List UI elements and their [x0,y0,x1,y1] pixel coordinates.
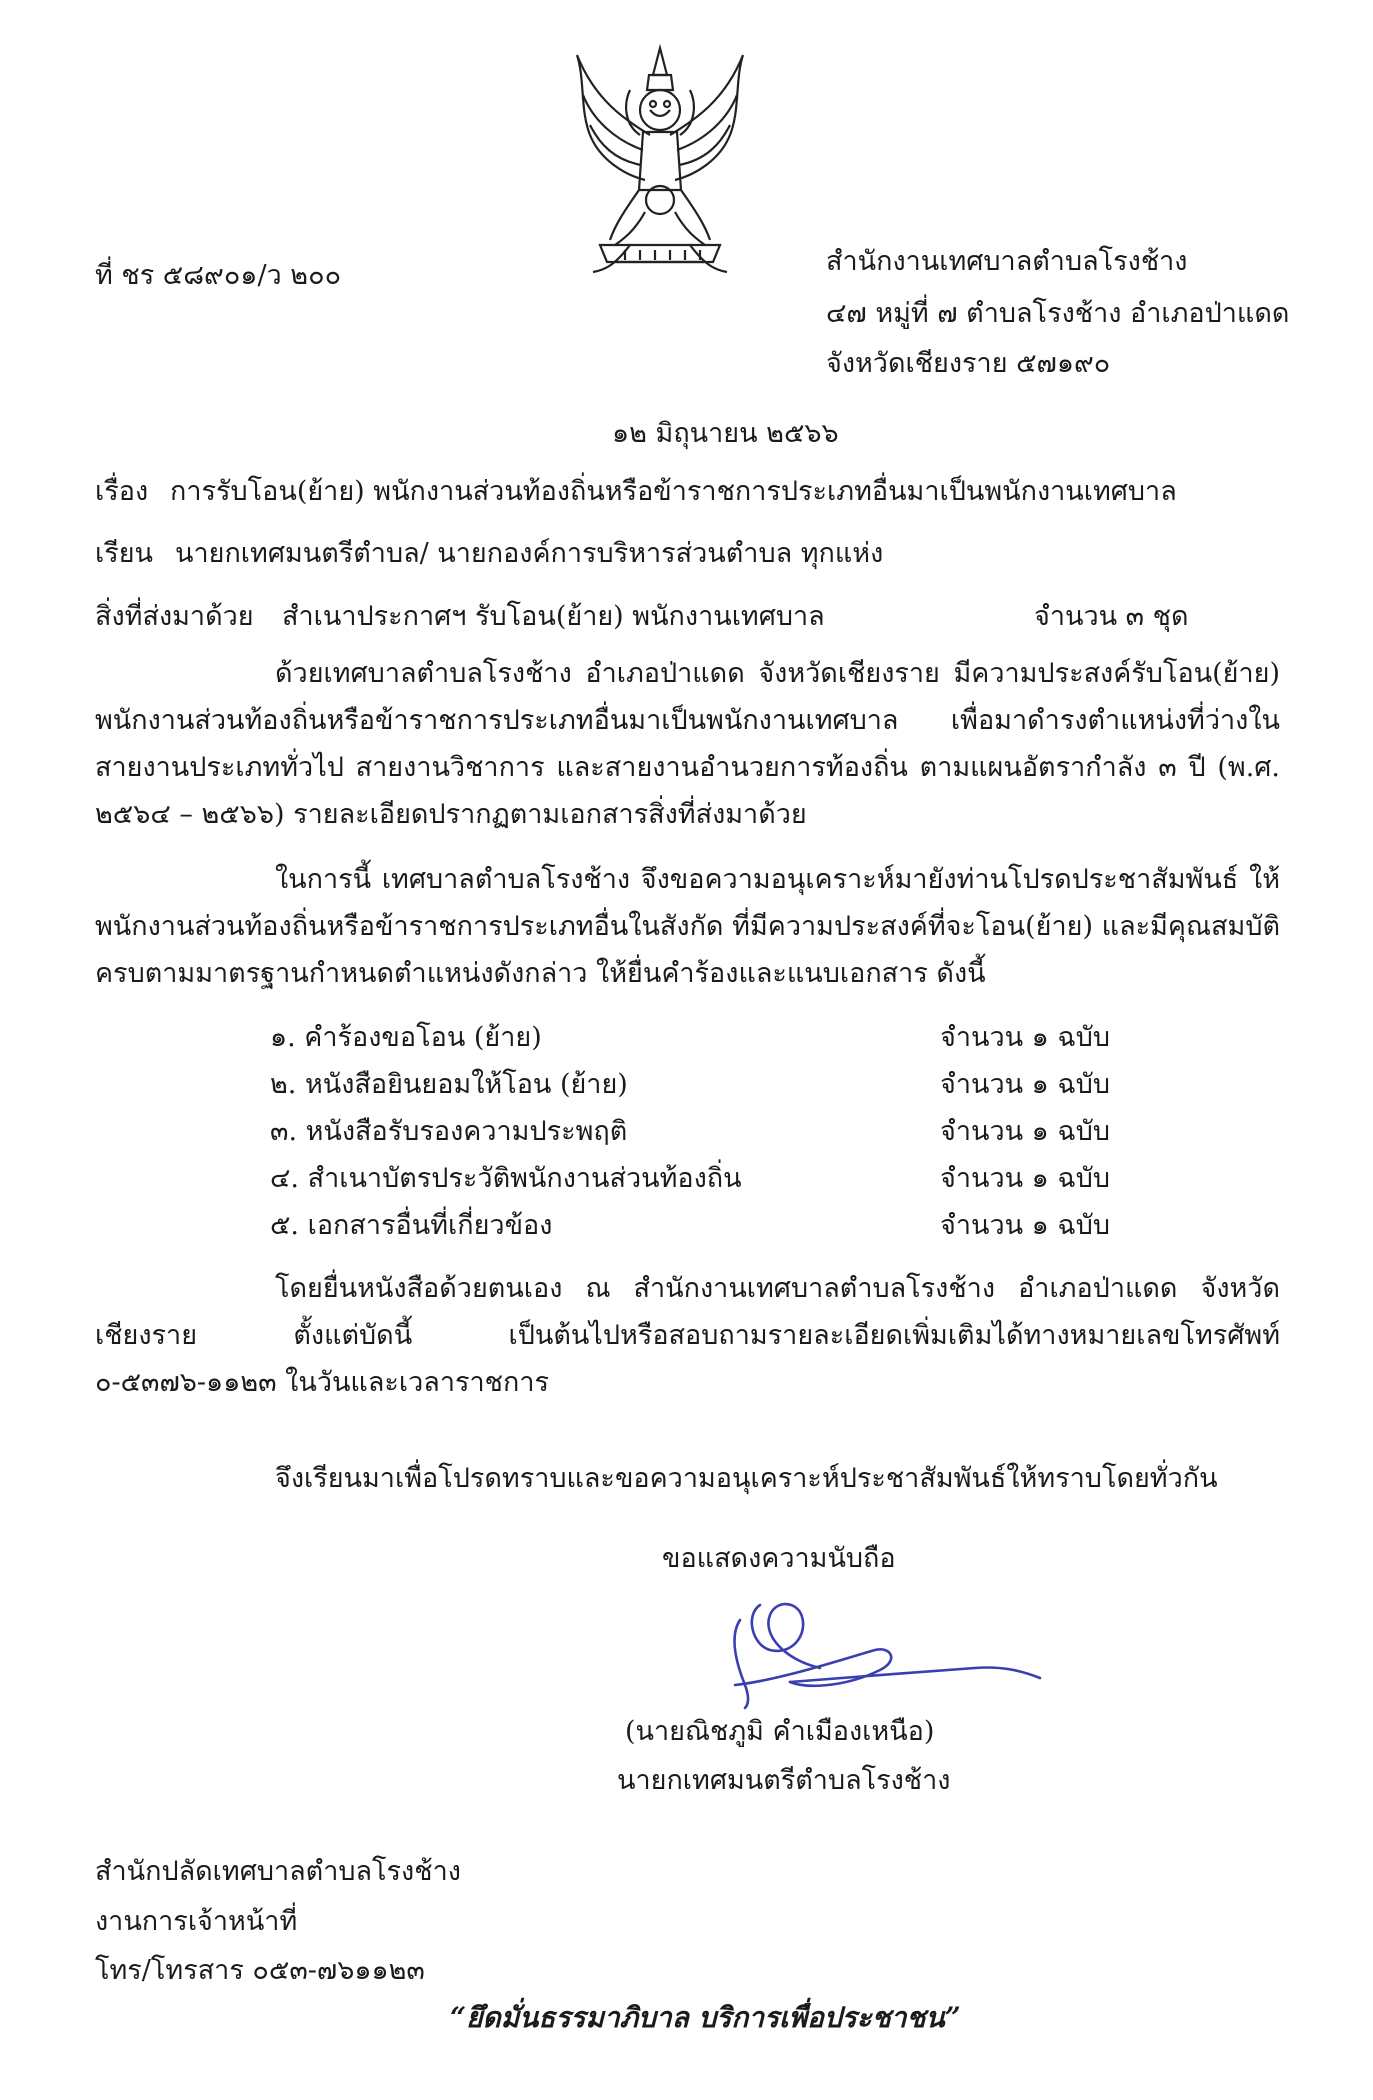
body-paragraph-3: โดยยื่นหนังสือด้วยตนเอง ณ สำนักงานเทศบาลตำบลโรงช้าง อำเภอป่าแดด จังหวัดเชียงราย ตั้งแต่บัดนี้ เป็นต้นไปหรือสอบถามรายละเอียดเพิ่มเติมได้ทางหมายเลขโทรศัพท์ ๐-๕๓๗๖-๑๑๒๓ ในวันและเวลาราชการ [95,1273,1280,1398]
office-address: ๔๗ หมู่ที่ ๗ ตำบลโรงช้าง อำเภอป่าแดด [826,298,1290,329]
subject-label: เรื่อง [95,476,149,507]
enclosure-label: สิ่งที่ส่งมาด้วย [95,601,254,632]
office-name: สำนักงานเทศบาลตำบลโรงช้าง [826,246,1188,277]
list-item-label: ๓. หนังสือรับรองความประพฤติ [270,1116,628,1147]
footer-slogan: “ยึดมั่นธรรมาภิบาล บริการเพื่อประชาชน” [450,2001,961,2034]
reference-number: ที่ ชร ๕๘๙๐๑/ว ๒๐๐ [95,260,342,291]
closing-sentence: จึงเรียนมาเพื่อโปรดทราบและขอความอนุเคราะห์ประชาสัมพันธ์ให้ทราบโดยทั่วกัน [275,1463,1218,1494]
enclosure-text: สำเนาประกาศฯ รับโอน(ย้าย) พนักงานเทศบาล [282,601,825,632]
regards-text: ขอแสดงความนับถือ [662,1543,896,1574]
signatory-name: (นายณิชภูมิ คำเมืองเหนือ) [625,1716,935,1747]
list-item-quantity: จำนวน ๑ ฉบับ [940,1116,1111,1147]
footer-department: สำนักปลัดเทศบาลตำบลโรงช้าง [95,1856,461,1887]
list-item-label: ๔. สำเนาบัตรประวัติพนักงานส่วนท้องถิ่น [270,1163,742,1194]
enclosure-quantity: จำนวน ๓ ชุด [1034,601,1189,632]
document-date: ๑๒ มิถุนายน ๒๕๖๖ [612,418,839,449]
garuda-emblem-icon [555,40,765,275]
list-item-quantity: จำนวน ๑ ฉบับ [940,1210,1111,1241]
list-item-quantity: จำนวน ๑ ฉบับ [940,1069,1111,1100]
to-label: เรียน [95,538,154,569]
list-item-quantity: จำนวน ๑ ฉบับ [940,1163,1111,1194]
list-item-label: ๑. คำร้องขอโอน (ย้าย) [270,1022,542,1053]
list-item-quantity: จำนวน ๑ ฉบับ [940,1022,1111,1053]
office-province: จังหวัดเชียงราย ๕๗๑๙๐ [826,348,1111,379]
footer-phone: โทร/โทรสาร ๐๕๓-๗๖๑๑๒๓ [95,1955,425,1986]
footer-section: งานการเจ้าหน้าที่ [95,1906,298,1937]
signatory-position: นายกเทศมนตรีตำบลโรงช้าง [617,1765,951,1796]
body-paragraph-2: ในการนี้ เทศบาลตำบลโรงช้าง จึงขอความอนุเคราะห์มายังท่านโปรดประชาสัมพันธ์ ให้พนักงานส่วนท้องถิ่นหรือข้าราชการประเภทอื่นในสังกัด ที่มีความประสงค์ที่จะโอน(ย้าย) และมีคุณสมบัติครบตามมาตรฐานกำหนดตำแหน่งดังกล่าว ให้ยื่นคำร้องและแนบเอกสาร ดังนี้ [95,864,1280,989]
to-text: นายกเทศมนตรีตำบล/ นายกองค์การบริหารส่วนตำบล ทุกแห่ง [175,538,884,569]
list-item-label: ๕. เอกสารอื่นที่เกี่ยวข้อง [270,1210,553,1241]
list-item-label: ๒. หนังสือยินยอมให้โอน (ย้าย) [270,1069,628,1100]
handwritten-signature [700,1590,1080,1710]
body-paragraph-1: ด้วยเทศบาลตำบลโรงช้าง อำเภอป่าแดด จังหวัดเชียงราย มีความประสงค์รับโอน(ย้าย) พนักงานส่วนท้องถิ่นหรือข้าราชการประเภทอื่นมาเป็นพนักงานเทศบาล เพื่อมาดำรงตำแหน่งที่ว่างในสายงานประเภททั่วไป สายงานวิชาการ และสายงานอำนวยการท้องถิ่น ตามแผนอัตรากำลัง ๓ ปี (พ.ศ. ๒๕๖๔ – ๒๕๖๖) รายละเอียดปรากฏตามเอกสารสิ่งที่ส่งมาด้วย [95,658,1280,830]
subject-text: การรับโอน(ย้าย) พนักงานส่วนท้องถิ่นหรือข้าราชการประเภทอื่นมาเป็นพนักงานเทศบาล [170,476,1177,507]
